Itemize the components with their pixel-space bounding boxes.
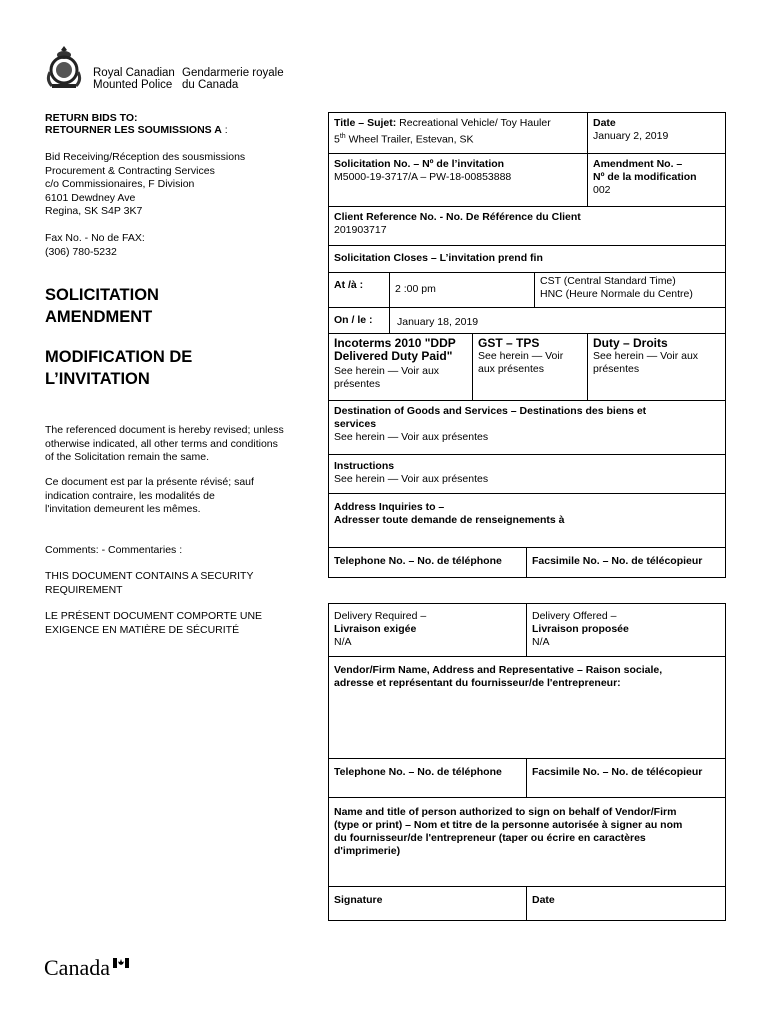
destination-cell xyxy=(330,402,724,453)
timezone-line2: HNC (Heure Normale du Centre) xyxy=(540,288,693,300)
canada-wordmark: Canada xyxy=(44,955,110,980)
client-ref-value: 201903717 xyxy=(334,224,387,236)
authorized-person-line: (type or print) – Nom et titre de la personne autorisée à signer au nom xyxy=(334,819,683,831)
delivery-offered-cell xyxy=(528,607,725,655)
address-inquiries-line1: Address Inquiries to – xyxy=(334,501,445,513)
solicitation-no-cell xyxy=(330,155,586,205)
revised-notice-fr xyxy=(45,476,254,517)
facsimile-label-2: Facsimile No. – No. de télécopieur xyxy=(532,766,703,778)
closes-cell xyxy=(330,249,724,271)
delivery-required-value: N/A xyxy=(334,636,352,648)
security-notice-fr xyxy=(45,610,262,637)
rcmp-crest-icon xyxy=(44,44,84,90)
doc-title-en xyxy=(45,284,159,328)
address-inquiries-cell xyxy=(330,498,724,546)
authorized-person-cell[interactable] xyxy=(330,803,724,885)
notice-line: indication contraire, les modalités de xyxy=(45,489,215,502)
return-bids-fr: RETOURNER LES SOUMISSIONS A xyxy=(45,124,222,136)
title-label: Title – Sujet: xyxy=(334,117,397,129)
delivery-offered-line2: Livraison proposée xyxy=(532,623,629,635)
closes-label: Solicitation Closes – L’invitation prend fin xyxy=(334,252,543,264)
solicitation-value: M5000-19-3717/A – PW-18-00853888 xyxy=(334,171,512,183)
security-notice-en xyxy=(45,570,253,597)
signature-cell[interactable] xyxy=(330,891,525,920)
canada-flag-icon xyxy=(113,958,129,968)
amendment-value: 002 xyxy=(593,184,611,196)
address-line: c/o Commissionaires, F Division xyxy=(45,178,195,190)
on-label-cell xyxy=(330,311,388,332)
return-bids-en: RETURN BIDS TO: xyxy=(45,112,138,124)
return-bids-heading xyxy=(45,112,228,136)
comments-label: Comments: - Commentaries : xyxy=(45,544,183,556)
notice-line: otherwise indicated, all other terms and conditions xyxy=(45,437,278,450)
facsimile-cell-1 xyxy=(528,552,725,577)
solicitation-label: Solicitation No. – Nº de l’invitation xyxy=(334,158,505,170)
destination-value: See herein — Voir aux présentes xyxy=(334,431,489,443)
doc-title-fr xyxy=(45,346,192,390)
agency-name-en xyxy=(93,67,175,91)
amendment-label-line2: Nº de la modification xyxy=(593,171,697,183)
telephone-cell-1 xyxy=(330,552,525,577)
signature-date-label: Date xyxy=(532,894,555,906)
authorized-person-line: d'imprimerie) xyxy=(334,845,401,857)
doc-title-en-line1: SOLICITATION xyxy=(45,286,159,304)
agency-fr-line1: Gendarmerie royale xyxy=(182,67,284,79)
on-value: January 18, 2019 xyxy=(397,316,479,328)
address-line: Regina, SK S4P 3K7 xyxy=(45,205,143,217)
date-cell xyxy=(589,114,725,152)
destination-label-line2: services xyxy=(334,418,377,430)
revised-notice-en xyxy=(45,424,284,465)
incoterms-value-line1: See herein — Voir aux xyxy=(334,365,440,377)
client-ref-label: Client Reference No. - No. De Référence du Client xyxy=(334,211,581,223)
title-value-2a: 5 xyxy=(334,133,340,146)
instructions-cell xyxy=(330,457,724,492)
telephone-cell-2[interactable] xyxy=(330,763,525,796)
notice-line: Ce document est par la présente révisé; sauf xyxy=(45,476,254,488)
instructions-value: See herein — Voir aux présentes xyxy=(334,473,489,485)
vendor-name-cell[interactable] xyxy=(330,661,724,757)
duty-cell xyxy=(589,334,725,399)
gst-value-line2: aux présentes xyxy=(478,363,544,375)
incoterms-label-line2: Delivered Duty Paid" xyxy=(334,349,453,363)
vendor-label-line1: Vendor/Firm Name, Address and Representative – Raison sociale, xyxy=(334,664,663,676)
fax-label: Fax No. - No de FAX: xyxy=(45,232,145,244)
telephone-label-2: Telephone No. – No. de téléphone xyxy=(334,766,502,778)
duty-label: Duty – Droits xyxy=(593,336,668,350)
destination-label-line1: Destination of Goods and Services – Destinations des biens et xyxy=(334,405,647,417)
return-bids-fr-line xyxy=(45,124,228,136)
doc-title-fr-line1: MODIFICATION DE xyxy=(45,348,193,366)
delivery-required-line2: Livraison exigée xyxy=(334,623,417,635)
gst-value-line1: See herein — Voir xyxy=(478,350,564,362)
address-line: Procurement & Contracting Services xyxy=(45,164,215,177)
agency-fr-line2: du Canada xyxy=(182,79,239,91)
notice-line: l'invitation demeurent les mêmes. xyxy=(45,503,201,515)
return-address xyxy=(45,151,245,219)
gst-cell xyxy=(474,334,586,399)
title-cell xyxy=(330,114,586,152)
telephone-label: Telephone No. – No. de téléphone xyxy=(334,555,502,567)
fax-block xyxy=(45,232,145,259)
agency-en-line1: Royal Canadian xyxy=(93,67,175,79)
client-ref-cell xyxy=(330,208,724,244)
agency-en-line2: Mounted Police xyxy=(93,79,173,91)
doc-title-en-line2: AMENDMENT xyxy=(45,308,153,326)
agency-name-fr xyxy=(182,67,284,91)
title-value-line1: Recreational Vehicle/ Toy Hauler xyxy=(396,117,551,129)
notice-line: of the Solicitation remain the same. xyxy=(45,451,210,463)
return-bids-colon: : xyxy=(221,124,228,136)
at-label-cell xyxy=(330,276,388,306)
address-line: 6101 Dewdney Ave xyxy=(45,191,136,204)
at-value: 2 :00 pm xyxy=(395,283,436,295)
delivery-required-cell xyxy=(330,607,525,655)
notice-line: THIS DOCUMENT CONTAINS A SECURITY xyxy=(45,570,254,582)
title-value-2sup: th xyxy=(339,133,346,140)
notice-line: EXIGENCE EN MATIÈRE DE SÉCURITÉ xyxy=(45,623,240,636)
timezone-line1: CST (Central Standard Time) xyxy=(540,275,676,287)
fax-value: (306) 780-5232 xyxy=(45,245,117,258)
delivery-required-line1: Delivery Required – xyxy=(334,610,427,622)
vendor-label-line2: adresse et représentant du fournisseur/de l'entrepreneur: xyxy=(334,677,621,689)
address-inquiries-line2: Adresser toute demande de renseignements à xyxy=(334,514,565,526)
gst-label: GST – TPS xyxy=(478,336,540,350)
instructions-label: Instructions xyxy=(334,460,395,472)
on-value-cell xyxy=(393,313,593,332)
at-label: At /à : xyxy=(334,279,364,291)
authorized-person-line: du fournisseur/de l'entrepreneur (taper ou écrire en caractères xyxy=(334,832,646,844)
at-value-cell xyxy=(391,280,533,306)
notice-line: REQUIREMENT xyxy=(45,583,123,596)
address-line: Bid Receiving/Réception des sousmissions xyxy=(45,151,246,163)
date-value: January 2, 2019 xyxy=(593,130,669,142)
on-label: On / le : xyxy=(334,314,373,326)
doc-title-fr-line2: L’INVITATION xyxy=(45,370,150,388)
delivery-offered-value: N/A xyxy=(532,636,550,648)
duty-value-line1: See herein — Voir aux xyxy=(593,350,699,362)
duty-value-line2: présentes xyxy=(593,363,640,375)
notice-line: LE PRÉSENT DOCUMENT COMPORTE UNE xyxy=(45,610,263,622)
title-value-line2 xyxy=(334,130,582,147)
incoterms-value-line2: présentes xyxy=(334,378,381,390)
timezone-cell xyxy=(536,272,725,306)
signature-label: Signature xyxy=(334,894,383,906)
authorized-person-line: Name and title of person authorized to sign on behalf of Vendor/Firm xyxy=(334,806,677,818)
facsimile-cell-2[interactable] xyxy=(528,763,725,796)
facsimile-label: Facsimile No. – No. de télécopieur xyxy=(532,555,703,567)
title-value-2b: Wheel Trailer, Estevan, SK xyxy=(345,133,474,146)
amendment-no-cell xyxy=(589,155,725,205)
date-label: Date xyxy=(593,117,616,129)
incoterms-cell xyxy=(330,334,471,399)
notice-line: The referenced document is hereby revised; unless xyxy=(45,424,284,436)
incoterms-label-line1: Incoterms 2010 "DDP xyxy=(334,336,456,350)
delivery-offered-line1: Delivery Offered – xyxy=(532,610,617,622)
amendment-label-line1: Amendment No. – xyxy=(593,158,683,170)
signature-date-cell[interactable] xyxy=(528,891,725,920)
